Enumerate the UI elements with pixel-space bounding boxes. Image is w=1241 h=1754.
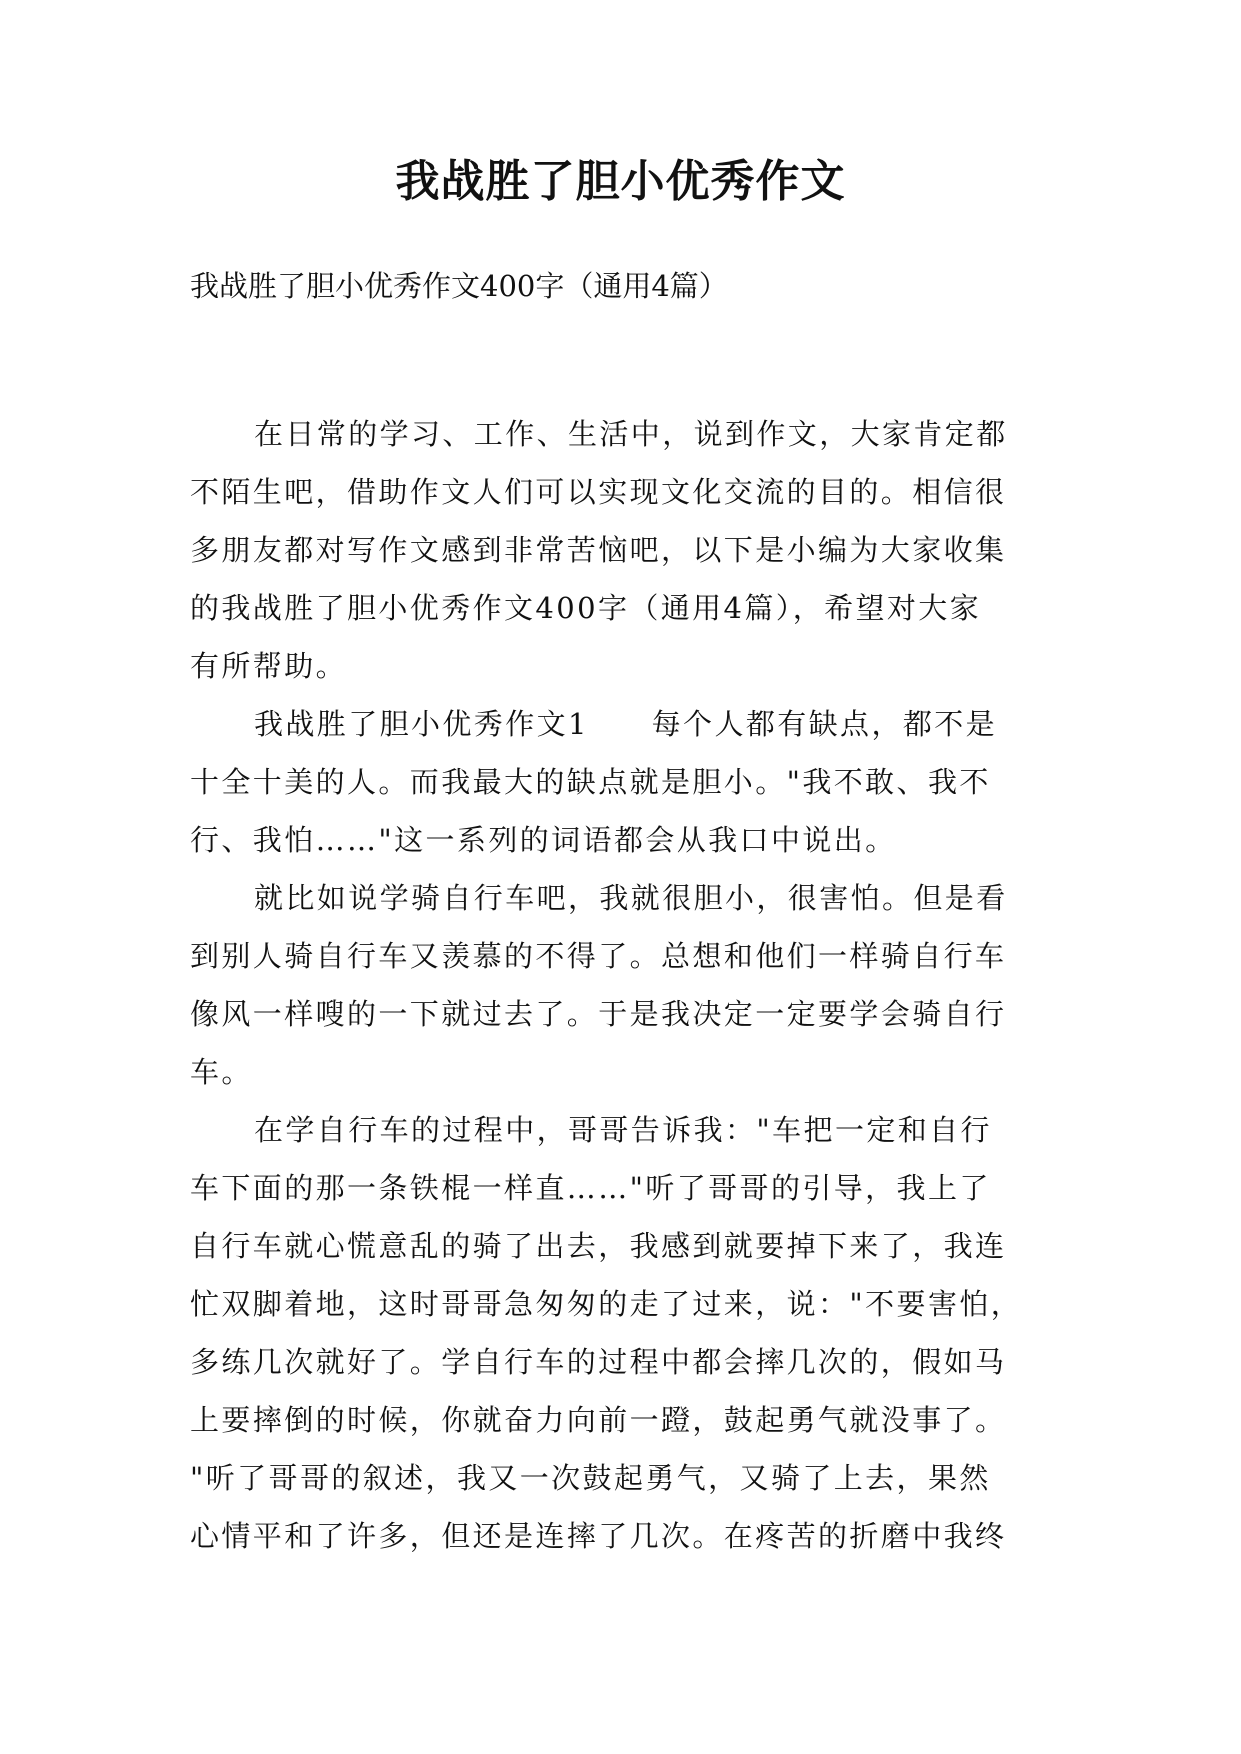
document-body	[190, 405, 1055, 1565]
body-line: 的我战胜了胆小优秀作文400字（通用4篇），希望对大家	[190, 591, 982, 625]
body-line: 车。	[190, 1055, 253, 1089]
body-line: 自行车就心慌意乱的骑了出去，我感到就要掉下来了，我连	[190, 1229, 1007, 1263]
body-line: 上要摔倒的时候，你就奋力向前一蹬，鼓起勇气就没事了。	[190, 1403, 1007, 1437]
body-line: 在日常的学习、工作、生活中，说到作文，大家肯定都	[254, 417, 1008, 451]
body-line: 就比如说学骑自行车吧，我就很胆小，很害怕。但是看	[254, 881, 1008, 915]
body-line: 忙双脚着地，这时哥哥急匆匆的走了过来，说："不要害怕，	[190, 1287, 1023, 1321]
body-line: 到别人骑自行车又羡慕的不得了。总想和他们一样骑自行车	[190, 939, 1007, 973]
body-line: 车下面的那一条铁棍一样直……"听了哥哥的引导，我上了	[190, 1171, 991, 1205]
body-line: 我战胜了胆小优秀作文1 每个人都有缺点，都不是	[254, 707, 998, 741]
body-line: 不陌生吧，借助作文人们可以实现文化交流的目的。相信很	[190, 475, 1007, 509]
document-title: 我战胜了胆小优秀作文	[395, 156, 846, 207]
document-subtitle: 我战胜了胆小优秀作文400字（通用4篇）	[190, 269, 728, 303]
body-line: 多练几次就好了。学自行车的过程中都会摔几次的，假如马	[190, 1345, 1007, 1379]
body-line: 像风一样嗖的一下就过去了。于是我决定一定要学会骑自行	[190, 997, 1007, 1031]
body-line: 心情平和了许多，但还是连摔了几次。在疼苦的折磨中我终	[190, 1519, 1007, 1553]
body-line: 在学自行车的过程中，哥哥告诉我："车把一定和自行	[254, 1113, 992, 1147]
body-line: 有所帮助。	[190, 649, 348, 683]
body-line: "听了哥哥的叙述，我又一次鼓起勇气，又骑了上去，果然	[190, 1461, 991, 1495]
body-line: 行、我怕……"这一系列的词语都会从我口中说出。	[190, 823, 897, 857]
body-line: 多朋友都对写作文感到非常苦恼吧，以下是小编为大家收集	[190, 533, 1007, 567]
body-line: 十全十美的人。而我最大的缺点就是胆小。"我不敢、我不	[190, 765, 991, 799]
